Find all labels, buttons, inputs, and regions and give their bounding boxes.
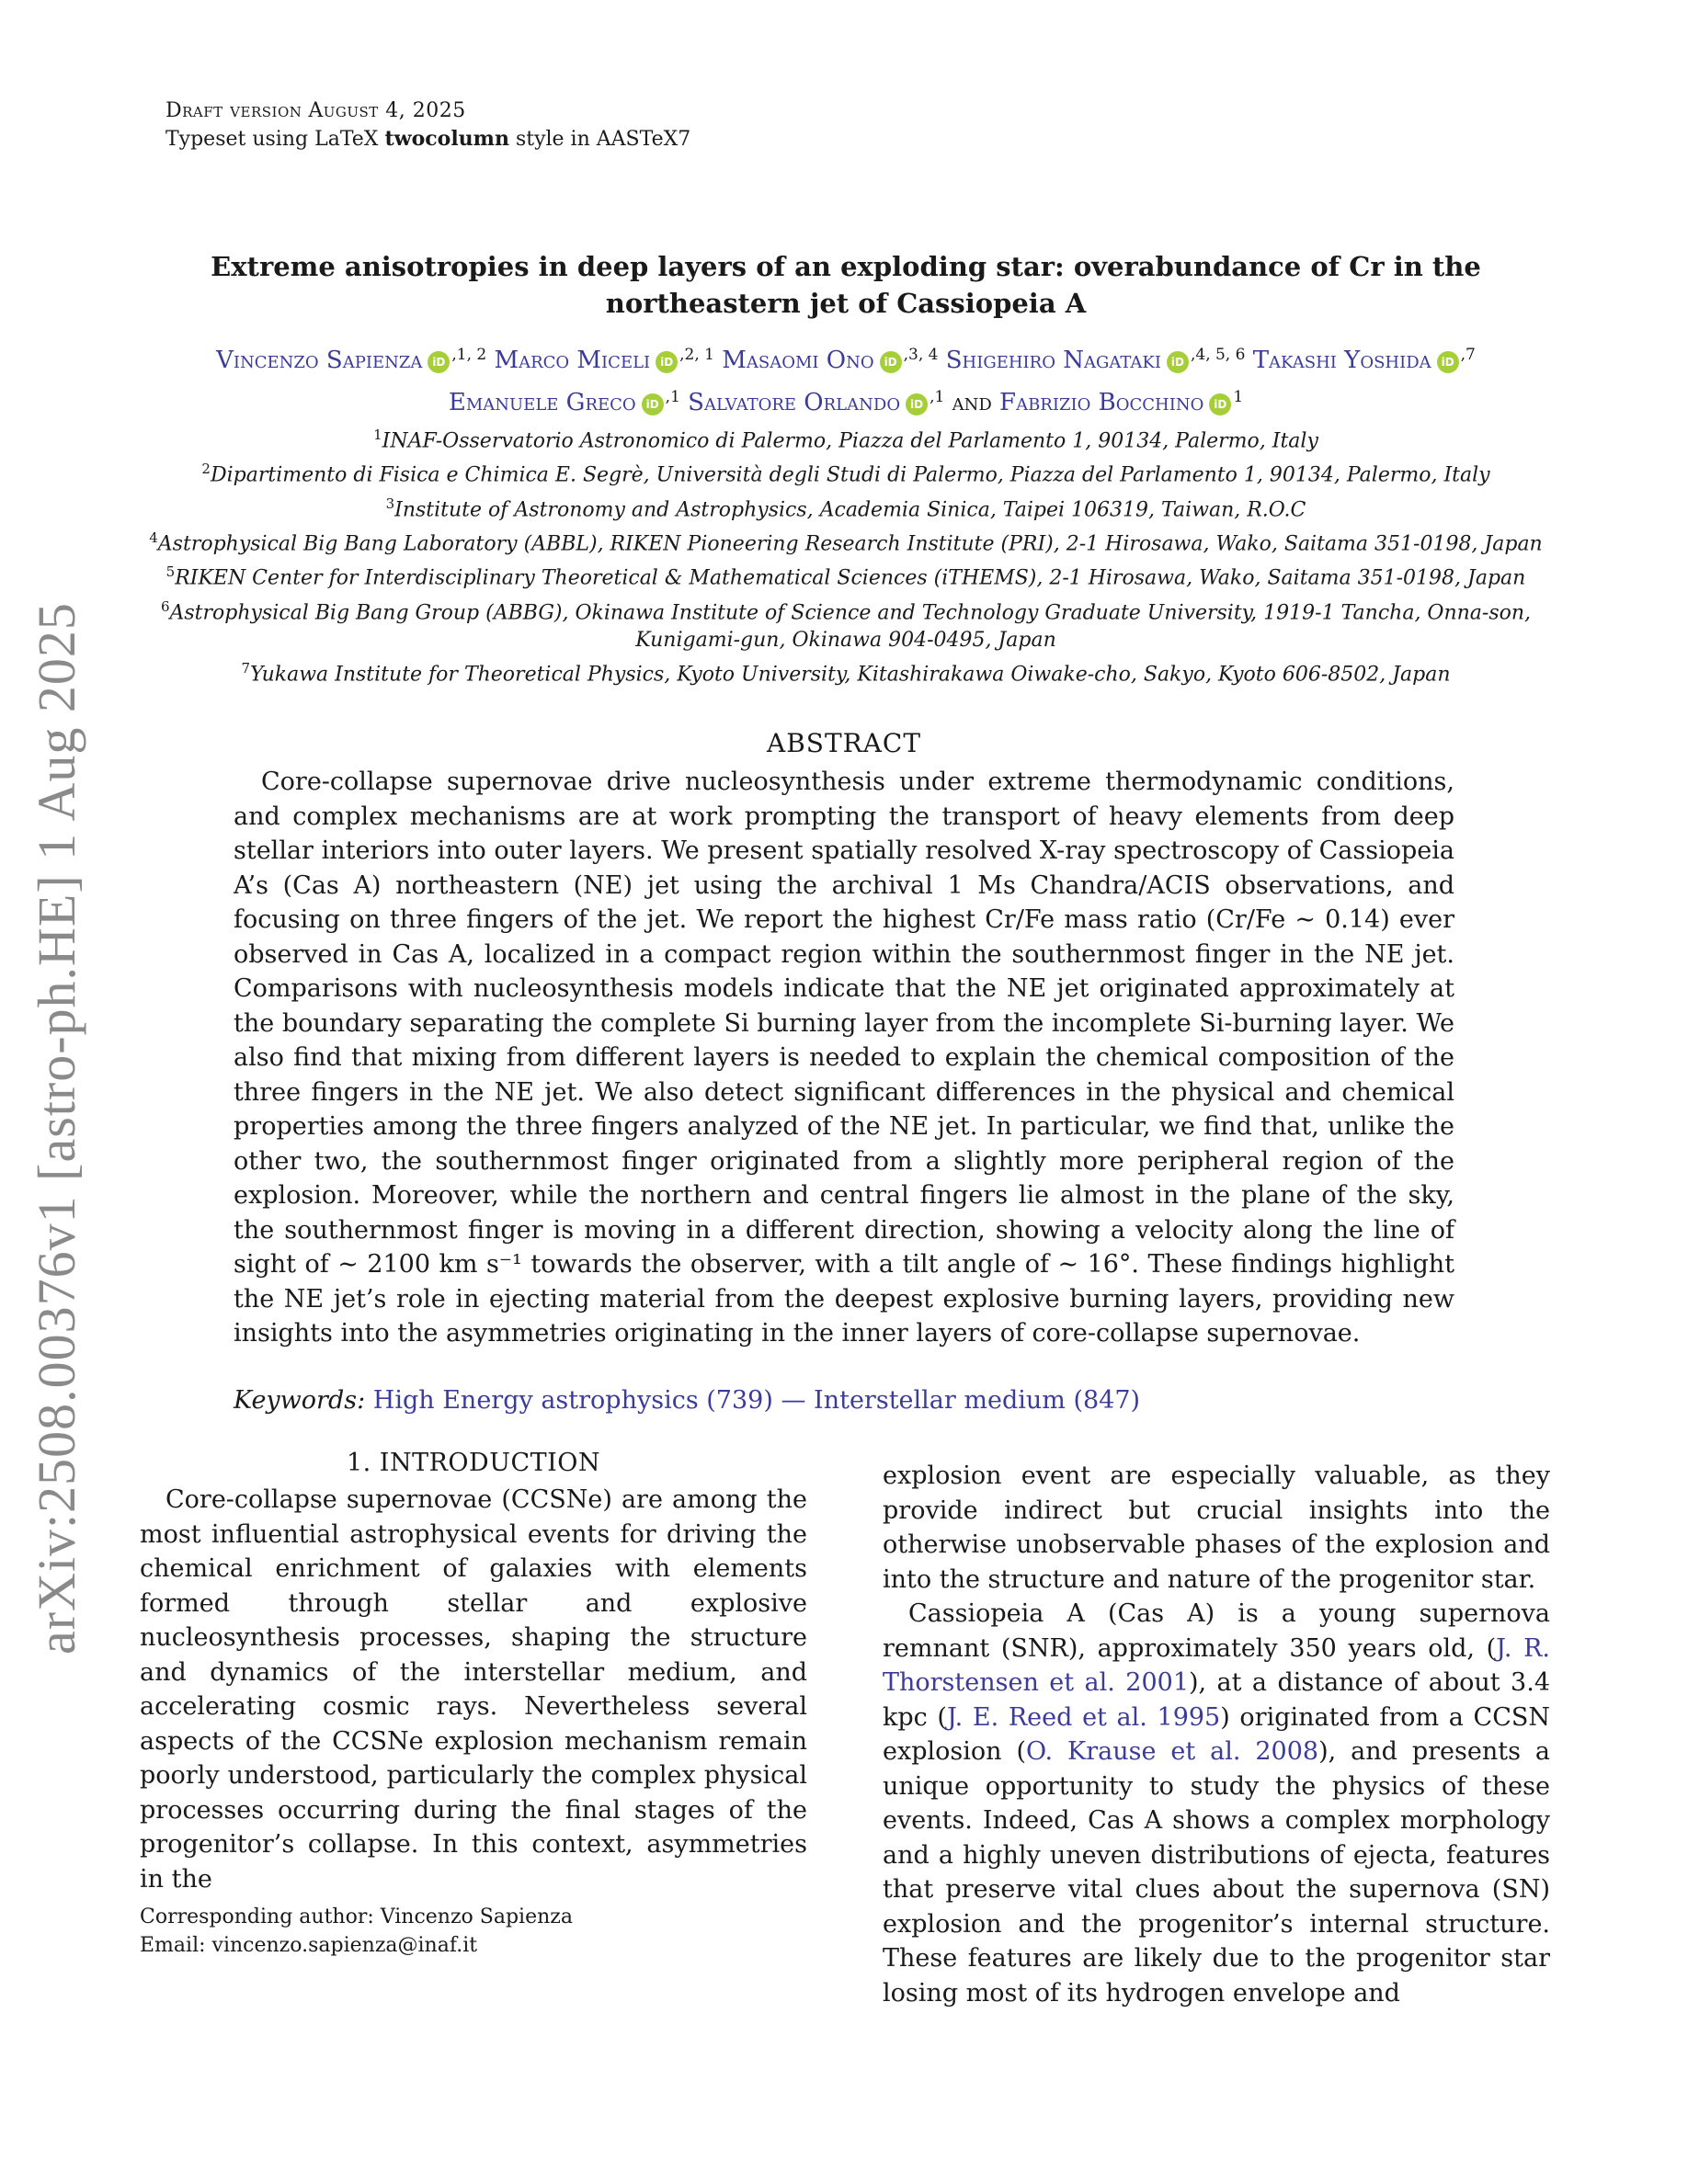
draft-line bbox=[165, 97, 690, 125]
author-line-2 bbox=[129, 379, 1563, 421]
left-column bbox=[140, 1449, 807, 1896]
corresponding-author: Corresponding author: Vincenzo Sapienza bbox=[140, 1905, 573, 1928]
author-affil-sup: ,2, 1 bbox=[679, 346, 714, 364]
citation-link[interactable]: O. Krause et al. 2008 bbox=[1025, 1737, 1319, 1766]
paragraph-text: Cassiopeia A (Cas A) is a young supernova remnant (SNR), approximately 350 years old, ( bbox=[883, 1599, 1550, 1663]
affiliation bbox=[129, 524, 1563, 558]
author-link[interactable]: Marco Miceli bbox=[494, 347, 651, 374]
author-link[interactable]: Fabrizio Bocchino bbox=[999, 389, 1204, 416]
affiliation-text: RIKEN Center for Interdisciplinary Theoretical & Mathematical Sciences (iTHEMS), 2-1 Hirosawa, Wako, Saitama 351-0198, Japan bbox=[175, 566, 1526, 590]
affiliation-number: 3 bbox=[385, 495, 395, 512]
affiliation-text: Astrophysical Big Bang Group (ABBG), Okinawa Institute of Science and Technology Graduate University, 1919-1 Tancha, Onna-son, Kunigami-gun, Okinawa 904-0495, Japan bbox=[169, 600, 1532, 652]
affiliation-number: 5 bbox=[165, 563, 176, 581]
keyword-link[interactable]: Interstellar medium (847) bbox=[814, 1386, 1141, 1415]
intro-paragraph-continued: explosion event are especially valuable, as they provide indirect but crucial insights into the otherwise unobservable phases of the explosion and into the structure and nature of the progenitor star. bbox=[883, 1462, 1550, 1594]
author-affil-sup: ,1 bbox=[930, 388, 945, 406]
citation-link[interactable]: J. E. Reed et al. 1995 bbox=[946, 1702, 1221, 1732]
affiliation-text: Institute of Astronomy and Astrophysics, Academia Sinica, Taipei 106319, Taiwan, R.O.C bbox=[394, 497, 1306, 521]
author-affil-sup: ,7 bbox=[1460, 346, 1476, 364]
typeset-line bbox=[165, 125, 690, 154]
author-affil-sup: ,3, 4 bbox=[903, 346, 939, 364]
affiliation bbox=[129, 455, 1563, 489]
author-affil-sup: ,1 bbox=[665, 388, 680, 406]
affiliations bbox=[129, 421, 1563, 688]
orcid-icon[interactable]: iD bbox=[906, 393, 928, 415]
draft-date: August 4, 2025 bbox=[308, 99, 466, 122]
affiliation-number: 4 bbox=[149, 529, 158, 546]
author-link[interactable]: Masaomi Ono bbox=[722, 347, 874, 374]
intro-paragraph-2 bbox=[883, 1597, 1550, 2010]
orcid-icon[interactable]: iD bbox=[656, 351, 678, 373]
affiliation bbox=[129, 490, 1563, 524]
abstract-text: Core-collapse supernovae drive nucleosynthesis under extreme thermodynamic conditions, and complex mechanisms are at work prompting the transport of heavy elements from deep stellar interiors into outer layers. We present spatially resolved X-ray spectroscopy of Cassiopeia A’s (Cas A) northeastern (NE) jet using the archival 1 Ms Chandra/ACIS observations, and focusing on three fingers of the jet. We report the highest Cr/Fe mass ratio (Cr/Fe ∼ 0.14) ever observed in Cas A, localized in a compact region within the southernmost finger in the NE jet. Comparisons with nucleosynthesis models indicate that the NE jet originated approximately at the boundary separating the complete Si burning layer from the incomplete Si-burning layer. We also find that mixing from different layers is needed to explain the chemical composition of the three fingers in the NE jet. We also detect significant differences in the physical and chemical properties among the three fingers analyzed of the NE jet. In particular, we find that, unlike the other two, the southernmost finger originated from a slightly more peripheral region of the explosion. Moreover, while the northern and central fingers lie almost in the plane of the sky, the southernmost finger is moving in a different direction, showing a velocity along the line of sight of ∼ 2100 km s⁻¹ towards the observer, with a tilt angle of ∼ 16°. These findings highlight the NE jet’s role in ejecting material from the deepest explosive burning layers, providing new insights into the asymmetries originating in the inner layers of core-collapse supernovae. bbox=[234, 768, 1454, 1348]
orcid-icon[interactable]: iD bbox=[428, 351, 450, 373]
author-affil-sup: 1 bbox=[1233, 388, 1244, 406]
paragraph-text: ), and presents a unique opportunity to study the physics of these events. Indeed, Cas A shows a complex morphology and a highly uneven distributions of ejecta, features that preserve vital clues about the supernova (SN) explosion and the progenitor’s internal structure. These features are likely due to the progenitor star losing most of its hydrogen envelope and bbox=[883, 1737, 1550, 2008]
keywords bbox=[234, 1386, 1140, 1415]
typeset-prefix: Typeset using bbox=[165, 128, 315, 151]
typeset-bold: twocolumn bbox=[384, 127, 509, 151]
typeset-suffix: style in AASTeX7 bbox=[508, 128, 691, 151]
affiliation-text: Yukawa Institute for Theoretical Physics, Kyoto University, Kitashirakawa Oiwake-cho, Sakyo, Kyoto 606-8502, Japan bbox=[249, 663, 1451, 687]
draft-prefix: Draft version bbox=[165, 99, 302, 122]
affiliation-text: INAF-Osservatorio Astronomico di Palermo, Piazza del Parlamento 1, 90134, Palermo, Italy bbox=[382, 429, 1318, 453]
orcid-icon[interactable]: iD bbox=[880, 351, 902, 373]
and-word: and bbox=[952, 389, 992, 416]
author-link[interactable]: Vincenzo Sapienza bbox=[216, 347, 423, 374]
right-column bbox=[883, 1459, 1550, 2010]
keyword-link[interactable]: High Energy astrophysics (739) bbox=[372, 1386, 773, 1415]
intro-paragraph: Core-collapse supernovae (CCSNe) are among the most influential astrophysical events for driving the chemical enrichment of galaxies with elements formed through stellar and explosive nucleosynthesis processes, shaping the structure and dynamics of the interstellar medium, and accelerating cosmic rays. Nevertheless several aspects of the CCSNe explosion mechanism remain poorly understood, particularly the complex physical processes occurring during the final stages of the progenitor’s collapse. In this context, asymmetries in the bbox=[140, 1485, 807, 1894]
author-link[interactable]: Salvatore Orlando bbox=[688, 389, 901, 416]
author-link[interactable]: Emanuele Greco bbox=[448, 389, 636, 416]
orcid-icon[interactable]: iD bbox=[1209, 393, 1231, 415]
keywords-label: Keywords: bbox=[234, 1386, 366, 1415]
paragraph-text: ) originated from a CCSN explosion ( bbox=[883, 1702, 1550, 1766]
section-heading: 1. INTRODUCTION bbox=[346, 1449, 601, 1477]
affiliation bbox=[129, 654, 1563, 688]
affiliation bbox=[129, 593, 1563, 654]
author-affil-sup: ,1, 2 bbox=[451, 346, 487, 364]
paper-title: Extreme anisotropies in deep layers of an exploding star: overabundance of Cr in the northeastern jet of Cassiopeia A bbox=[211, 251, 1481, 319]
keyword-separator: — bbox=[772, 1386, 815, 1415]
affiliation bbox=[129, 558, 1563, 592]
author-email: Email: vincenzo.sapienza@inaf.it bbox=[140, 1934, 478, 1957]
affiliation-number: 2 bbox=[201, 461, 211, 478]
citation-link[interactable]: J. R. Thorstensen et al. 2001 bbox=[883, 1633, 1550, 1697]
paragraph-text: ), at a distance of about 3.4 kpc ( bbox=[883, 1668, 1550, 1732]
affiliation-number: 1 bbox=[373, 427, 382, 443]
arxiv-stamp: arXiv:2508.00376v1 [astro-ph.HE] 1 Aug 2025 bbox=[27, 602, 86, 1655]
orcid-icon[interactable]: iD bbox=[1437, 351, 1459, 373]
affiliation-text: Dipartimento di Fisica e Chimica E. Segrè, Università degli Studi di Palermo, Piazza del Parlamento 1, 90134, Palermo, Italy bbox=[210, 463, 1490, 487]
abstract-heading: ABSTRACT bbox=[766, 728, 922, 758]
affiliation bbox=[129, 421, 1563, 455]
footnote bbox=[140, 1903, 783, 1960]
author-link[interactable]: Takashi Yoshida bbox=[1252, 347, 1431, 374]
author-link[interactable]: Shigehiro Nagataki bbox=[945, 347, 1161, 374]
affiliation-number: 7 bbox=[241, 659, 250, 677]
affiliation-text: Astrophysical Big Bang Laboratory (ABBL), RIKEN Pioneering Research Institute (PRI), 2-1 Hirosawa, Wako, Saitama 351-0198, Japan bbox=[157, 532, 1543, 556]
affiliation-number: 6 bbox=[160, 597, 170, 615]
header-note bbox=[165, 97, 690, 154]
author-list bbox=[129, 336, 1563, 421]
orcid-icon[interactable]: iD bbox=[642, 393, 664, 415]
author-line-1 bbox=[129, 336, 1563, 379]
latex-logo: LaTeX bbox=[314, 128, 379, 151]
orcid-icon[interactable]: iD bbox=[1167, 351, 1189, 373]
author-affil-sup: ,4, 5, 6 bbox=[1190, 346, 1246, 364]
